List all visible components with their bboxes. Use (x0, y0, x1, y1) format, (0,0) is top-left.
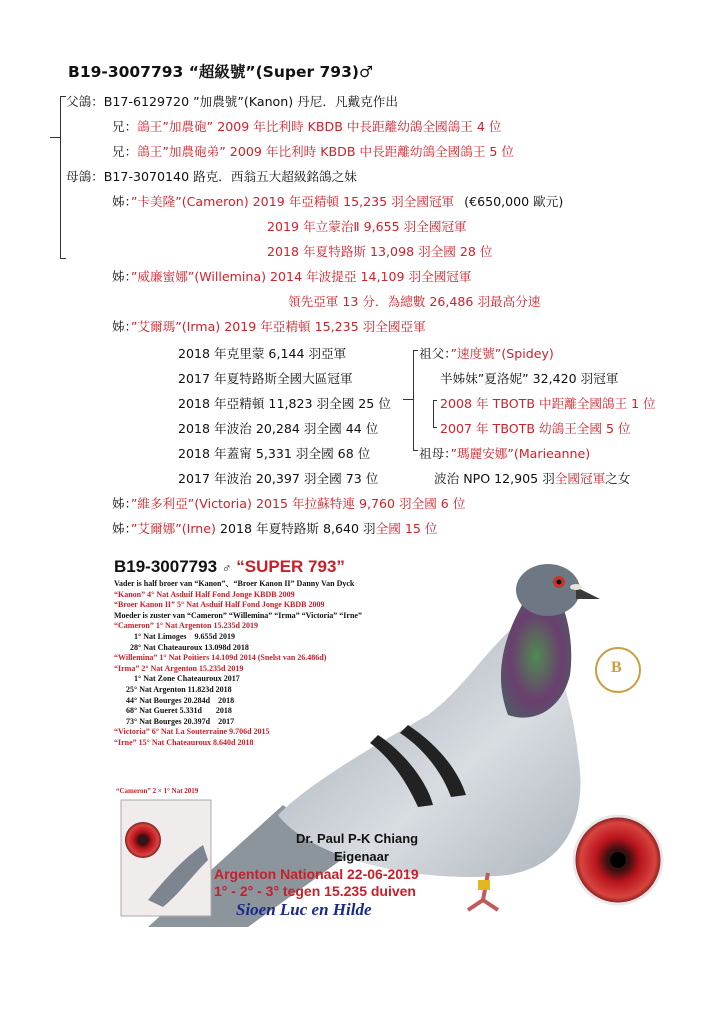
sister-willemina (112, 266, 472, 285)
sibling-text: 鴿王”加農砲” 2009 年比利時 KBDB 中長距離幼鴿全國鴿王 4 位 (137, 119, 502, 134)
race-placing: 1° - 2° - 3° tegen 15.235 duiven (214, 883, 416, 899)
sister-irne (112, 518, 437, 537)
result-line: 1° Nat Zone Chateauroux 2017 (114, 674, 240, 684)
sister-prefix: 姊： (112, 496, 131, 511)
result-line: “Cameron” 1° Nat Argenton 15.235d 2019 (114, 621, 258, 631)
poster-title (114, 557, 345, 577)
leg-ring (478, 880, 490, 890)
irma-bracket-bottom (413, 450, 418, 451)
granddam-row (419, 443, 590, 462)
granddam-note-red: 全國冠軍 (554, 471, 606, 486)
sister-text: ”卡美隆”(Cameron) 2019 年亞精頓 15,235 羽全國冠軍 (130, 194, 455, 209)
irma-bracket-vertical (413, 350, 414, 450)
result-line: “Willemina” 1° Nat Poitiers 14.109d 2014 (Snelst van 26.486d) (114, 653, 327, 663)
sister-victoria (112, 493, 465, 512)
granddam-name: ”瑪麗安娜”(Marieanne) (450, 446, 591, 461)
result-line: Moeder is zuster van “Cameron” “Willemina” “Irma” “Victoria” “Irne” (114, 610, 362, 620)
sire-label: 父鴿： (66, 94, 104, 109)
granddam-label: 祖母： (419, 446, 451, 461)
grandsire-result-2: 2007 年 TBOTB 幼鴿王全國 5 位 (440, 421, 631, 436)
spidey-bracket-bottom (433, 427, 437, 428)
result-line: “Victoria” 6° Nat La Souterraine 9.706d 2015 (114, 727, 270, 737)
result-line: 25° Nat Argenton 11.823d 2018 (114, 684, 232, 694)
dam-label: 母鴿： (66, 169, 104, 184)
irma-bracket-top (413, 350, 418, 351)
irma-bracket-mid (403, 399, 413, 400)
grandsire-row (419, 343, 554, 362)
sibling-text: 鴿王”加農砲弟” 2009 年比利時 KBDB 中長距離幼鴿全國鴿王 5 位 (137, 144, 515, 159)
sire-sibling-1 (112, 116, 501, 135)
owner-role: Eigenaar (334, 849, 389, 864)
logo-letter: B (611, 659, 622, 676)
sister-price: (€650,000 歐元) (464, 194, 564, 209)
result-line: 1° Nat Limoges 9.655d 2019 (114, 631, 235, 641)
irma-result: 2018 年波治 20,284 羽全國 44 位 (178, 421, 379, 436)
poster-name: “SUPER 793” (236, 557, 345, 576)
dam-row (66, 166, 357, 185)
result-line: “Irma” 2° Nat Argenton 15.235d 2019 (114, 663, 244, 673)
result-line: 68° Nat Gueret 5.331d 2018 (114, 706, 232, 716)
result-line: 28° Nat Chateauroux 13.098d 2018 (114, 642, 249, 652)
cameron-result-1: 2019 年立蒙治Ⅱ 9,655 羽全國冠軍 (267, 219, 467, 234)
pigeon-cere (570, 584, 582, 590)
sister-text: ”維多利亞”(Victoria) 2015 年拉蘇特連 9,760 羽全國 6 位 (130, 496, 466, 511)
sire-line: B17-6129720 ”加農號”(Kanon) 丹尼．凡戴克作出 (103, 94, 398, 109)
sire-row (66, 91, 398, 110)
sire-sibling-2 (112, 141, 514, 160)
pedigree-bracket-vertical (60, 96, 61, 258)
breeder-name: Sioen Luc en Hilde (236, 900, 372, 919)
cameron-result-2: 2018 年夏特路斯 13,098 羽全國 28 位 (267, 244, 493, 259)
result-line: “Broer Kanon II” 5° Nat Asduif Half Fond Jonge KBDB 2009 (114, 600, 325, 610)
irma-result: 2018 年克里蒙 6,144 羽亞軍 (178, 346, 347, 361)
irma-result: 2018 年蓋甯 5,331 羽全國 68 位 (178, 446, 371, 461)
pigeon-head (516, 564, 580, 616)
sister-cameron (112, 191, 563, 210)
pigeon-leg (468, 873, 498, 910)
result-line: Vader is half broer van “Kanon”、“Broer Kanon II” Danny Van Dyck (114, 579, 355, 588)
granddam-note-tail: 之女 (605, 471, 631, 486)
sister-placing: 全國 15 位 (375, 521, 438, 536)
sister-text: ”艾爾瑪”(Irma) 2019 年亞精頓 15,235 羽全國亞軍 (130, 319, 426, 334)
cameron-caption: “Cameron” 2 × 1° Nat 2019 (116, 787, 199, 795)
irma-result: 2017 年波治 20,397 羽全國 73 位 (178, 471, 379, 486)
half-sister-text: ”夏洛妮” 32,420 羽冠軍 (477, 371, 619, 386)
cameron-eye (125, 822, 161, 858)
willemina-result-1: 領先亞軍 13 分．為總數 26,486 羽最高分速 (288, 294, 541, 309)
sister-text: ”威廉蜜娜”(Willemina) 2014 年波提亞 14,109 羽全國冠軍 (130, 269, 472, 284)
result-line: 73° Nat Bourges 20.397d 2017 (114, 716, 235, 726)
pedigree-bracket-bottom (60, 258, 66, 259)
grandsire-label: 祖父： (419, 346, 451, 361)
sister-prefix: 姊： (112, 194, 131, 209)
male-icon: ♂ (221, 560, 232, 575)
sibling-prefix: 兄： (112, 144, 138, 159)
sister-irma (112, 316, 426, 335)
pigeon-poster (108, 555, 684, 927)
spidey-bracket-top (433, 400, 437, 401)
grandsire-result-1: 2008 年 TBOTB 中距離全國鴿王 1 位 (440, 396, 656, 411)
poster-results (114, 579, 362, 749)
spidey-bracket-vertical (433, 400, 434, 427)
poster-ring: B19-3007793 (114, 557, 218, 576)
sister-text: 2018 年夏特路斯 8,640 羽 (215, 521, 376, 536)
grandsire-name: ”速度號”(Spidey) (450, 346, 554, 361)
owner-name: Dr. Paul P-K Chiang (296, 831, 419, 846)
granddam-note-text: 波治 NPO 12,905 羽 (434, 471, 555, 486)
sister-prefix: 姊： (112, 319, 131, 334)
granddam-note (434, 468, 630, 487)
half-sister-label: 半姊妹 (440, 371, 478, 386)
dam-line: B17-3070140 路克．西翁五大超級銘鴿之妹 (103, 169, 357, 184)
pedigree-bracket-mid (50, 137, 60, 138)
page-title: B19-3007793 “超級號”(Super 793)♂ (68, 63, 373, 81)
result-line: “Kanon” 4° Nat Asduif Half Fond Jonge KBDB 2009 (114, 589, 295, 599)
sister-prefix: 姊： (112, 269, 131, 284)
half-sister-row (440, 368, 618, 387)
sibling-prefix: 兄： (112, 119, 138, 134)
irma-result: 2017 年夏特路斯全國大區冠軍 (178, 371, 353, 386)
result-line: 44° Nat Bourges 20.284d 2018 (114, 695, 235, 705)
irma-result: 2018 年亞精頓 11,823 羽全國 25 位 (178, 396, 391, 411)
sister-prefix: 姊： (112, 521, 131, 536)
sister-name: ”艾爾娜”(Irne) (130, 521, 216, 536)
race-name: Argenton Nationaal 22-06-2019 (214, 866, 419, 882)
result-line: “Irne” 15° Nat Chateauroux 8.640d 2018 (114, 737, 254, 747)
